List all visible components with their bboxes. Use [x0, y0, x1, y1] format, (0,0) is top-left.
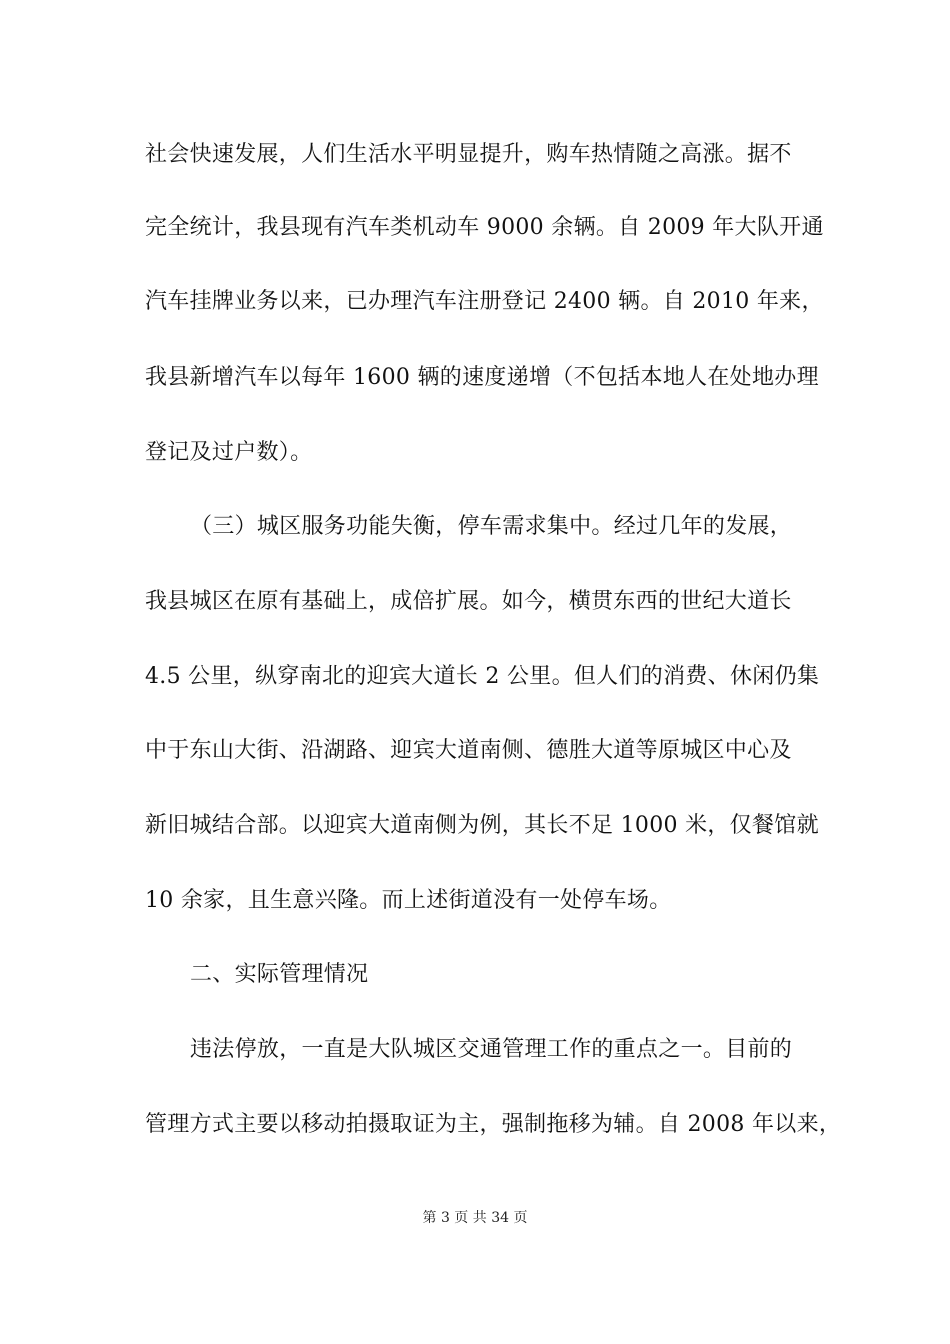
text-line-11: 10 余家，且生意兴隆。而上述街道没有一处停车场。: [145, 888, 672, 913]
text-line-14: 管理方式主要以移动拍摄取证为主，强制拖移为辅。自 2008 年以来，: [145, 1112, 842, 1137]
text-line-5: 登记及过户数）。: [145, 440, 313, 465]
section-heading: 二、实际管理情况: [190, 962, 369, 987]
text-line-10: 新旧城结合部。以迎宾大道南侧为例，其长不足 1000 米，仅餐馆就: [145, 813, 819, 838]
text-line-4: 我县新增汽车以每年 1600 辆的速度递增（不包括本地人在处地办理: [145, 365, 819, 390]
text-line-1: 社会快速发展，人们生活水平明显提升，购车热情随之高涨。据不: [145, 142, 792, 167]
text-line-9: 中于东山大街、沿湖路、迎宾大道南侧、德胜大道等原城区中心及: [145, 738, 792, 763]
text-line-7: 我县城区在原有基础上，成倍扩展。如今，横贯东西的世纪大道长: [145, 589, 792, 614]
text-line-8: 4.5 公里，纵穿南北的迎宾大道长 2 公里。但人们的消费、休闲仍集: [145, 664, 820, 689]
page-footer: 第 3 页 共 34 页: [422, 1210, 528, 1226]
text-line-3: 汽车挂牌业务以来，已办理汽车注册登记 2400 辆。自 2010 年来，: [145, 289, 824, 314]
text-line-13: 违法停放，一直是大队城区交通管理工作的重点之一。目前的: [190, 1037, 793, 1062]
text-line-2: 完全统计，我县现有汽车类机动车 9000 余辆。自 2009 年大队开通: [145, 215, 824, 240]
text-line-6: （三）城区服务功能失衡，停车需求集中。经过几年的发展，: [190, 514, 793, 539]
